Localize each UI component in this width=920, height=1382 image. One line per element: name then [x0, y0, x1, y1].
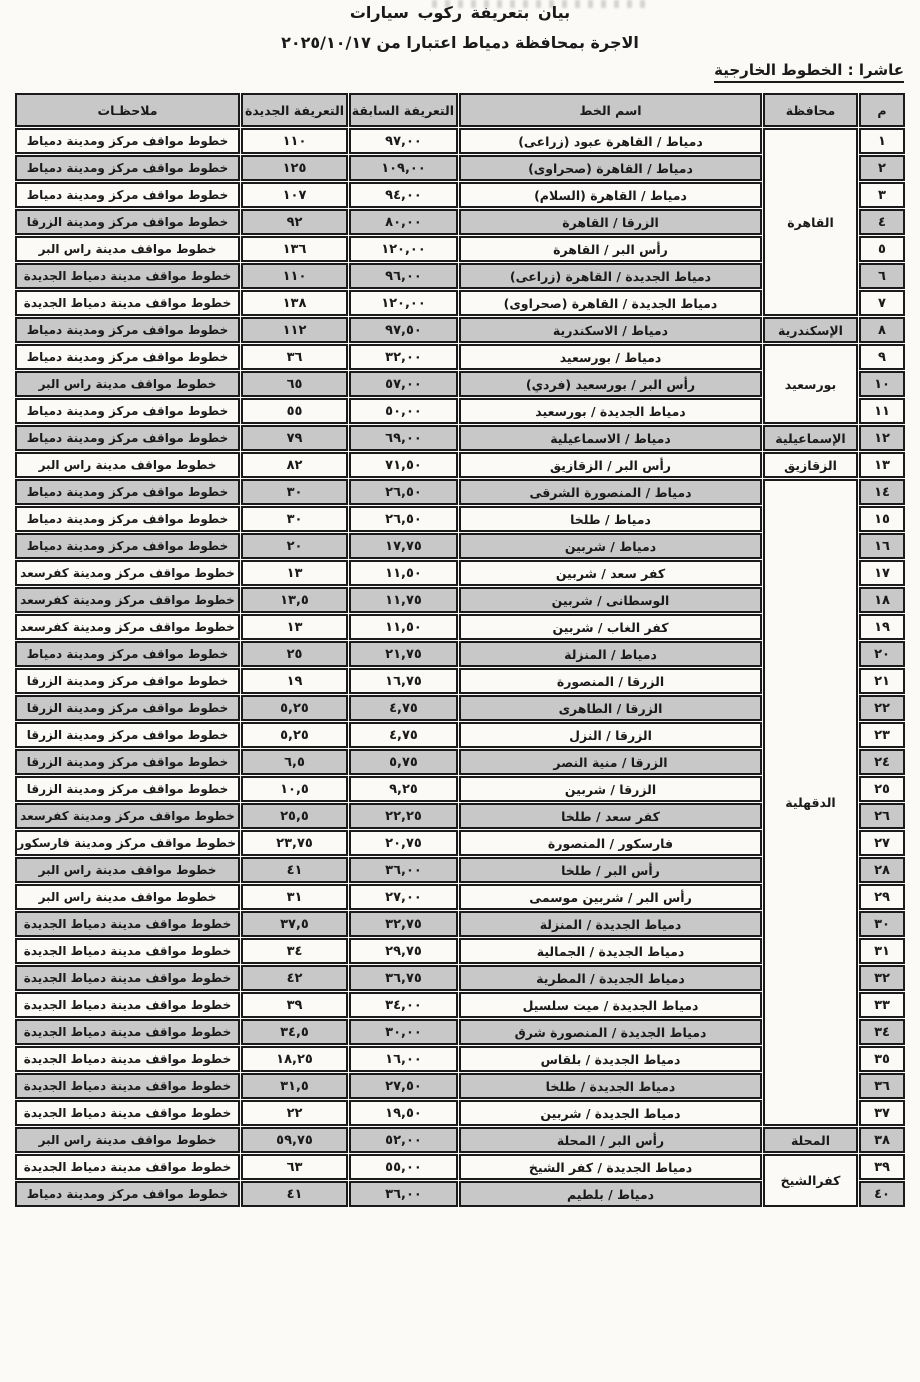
previous-tariff-cell: ٣٠,٠٠ — [349, 1019, 458, 1045]
new-tariff-cell: ٦,٥ — [241, 749, 348, 775]
notes-cell: خطوط مواقف مدينة دمياط الجديدة — [15, 263, 240, 289]
notes-cell: خطوط مواقف مركز ومدينة دمياط — [15, 155, 240, 181]
previous-tariff-cell: ١٦,٧٥ — [349, 668, 458, 694]
new-tariff-cell: ٣٠ — [241, 479, 348, 505]
row-number-cell: ٢٠ — [859, 641, 905, 667]
notes-cell: خطوط مواقف مدينة دمياط الجديدة — [15, 992, 240, 1018]
previous-tariff-cell: ٢٦,٥٠ — [349, 479, 458, 505]
row-number-cell: ٢٢ — [859, 695, 905, 721]
notes-cell: خطوط مواقف مدينة دمياط الجديدة — [15, 1019, 240, 1045]
previous-tariff-cell: ١٦,٠٠ — [349, 1046, 458, 1072]
notes-cell: خطوط مواقف مركز ومدينة دمياط — [15, 533, 240, 559]
new-tariff-cell: ٣٩ — [241, 992, 348, 1018]
new-tariff-cell: ١٣ — [241, 614, 348, 640]
row-number-cell: ٢١ — [859, 668, 905, 694]
new-tariff-cell: ٤٢ — [241, 965, 348, 991]
line-name-cell: دمياط الجديدة / القاهرة (صحراوى) — [459, 290, 762, 316]
line-name-cell: دمياط الجديدة / بورسعيد — [459, 398, 762, 424]
row-number-cell: ٣٤ — [859, 1019, 905, 1045]
line-name-cell: فارسكور / المنصورة — [459, 830, 762, 856]
previous-tariff-cell: ١١,٥٠ — [349, 614, 458, 640]
new-tariff-cell: ٢٠ — [241, 533, 348, 559]
row-number-cell: ٦ — [859, 263, 905, 289]
previous-tariff-cell: ٩٦,٠٠ — [349, 263, 458, 289]
table-row — [15, 1127, 905, 1153]
row-number-cell: ١ — [859, 128, 905, 154]
notes-cell: خطوط مواقف مركز ومدينة الزرقا — [15, 695, 240, 721]
row-number-cell: ٣٠ — [859, 911, 905, 937]
row-number-cell: ٣٦ — [859, 1073, 905, 1099]
new-tariff-cell: ١٢٥ — [241, 155, 348, 181]
notes-cell: خطوط مواقف مدينة راس البر — [15, 236, 240, 262]
notes-cell: خطوط مواقف مركز ومدينة دمياط — [15, 317, 240, 343]
new-tariff-cell: ٦٣ — [241, 1154, 348, 1180]
row-number-cell: ٧ — [859, 290, 905, 316]
table-row — [15, 425, 905, 451]
previous-tariff-cell: ١١,٥٠ — [349, 560, 458, 586]
notes-cell: خطوط مواقف مدينة دمياط الجديدة — [15, 1073, 240, 1099]
line-name-cell: دمياط / المنصورة الشرقى — [459, 479, 762, 505]
previous-tariff-cell: ٦٩,٠٠ — [349, 425, 458, 451]
new-tariff-cell: ٧٩ — [241, 425, 348, 451]
line-name-cell: رأس البر / طلخا — [459, 857, 762, 883]
previous-tariff-cell: ٨٠,٠٠ — [349, 209, 458, 235]
row-number-cell: ٣٨ — [859, 1127, 905, 1153]
notes-cell: خطوط مواقف مركز ومدينة دمياط — [15, 344, 240, 370]
section-heading: عاشرا : الخطوط الخارجية — [714, 61, 904, 83]
previous-tariff-cell: ٢٩,٧٥ — [349, 938, 458, 964]
table-row — [15, 128, 905, 154]
notes-cell: خطوط مواقف مركز ومدينة الزرقا — [15, 749, 240, 775]
previous-tariff-cell: ٢٠,٧٥ — [349, 830, 458, 856]
previous-tariff-cell: ٢١,٧٥ — [349, 641, 458, 667]
row-number-cell: ٣٢ — [859, 965, 905, 991]
row-number-cell: ٣٩ — [859, 1154, 905, 1180]
line-name-cell: دمياط الجديدة / بلقاس — [459, 1046, 762, 1072]
notes-cell: خطوط مواقف مركز ومدينة فارسكور — [15, 830, 240, 856]
notes-cell: خطوط مواقف مدينة راس البر — [15, 1127, 240, 1153]
governorate-cell: الإسماعيلية — [763, 425, 858, 451]
line-name-cell: دمياط / القاهرة (صحراوى) — [459, 155, 762, 181]
previous-tariff-cell: ٩,٢٥ — [349, 776, 458, 802]
row-number-cell: ٣٣ — [859, 992, 905, 1018]
notes-cell: خطوط مواقف مركز ومدينة دمياط — [15, 398, 240, 424]
row-number-cell: ٤ — [859, 209, 905, 235]
new-tariff-cell: ٣٤,٥ — [241, 1019, 348, 1045]
line-name-cell: دمياط / الاسماعيلية — [459, 425, 762, 451]
new-tariff-cell: ٢٣,٧٥ — [241, 830, 348, 856]
line-name-cell: الزرقا / شربين — [459, 776, 762, 802]
previous-tariff-cell: ١٢٠,٠٠ — [349, 290, 458, 316]
row-number-cell: ٢٥ — [859, 776, 905, 802]
row-number-cell: ٣٧ — [859, 1100, 905, 1126]
table-row — [15, 479, 905, 505]
new-tariff-cell: ٣٠ — [241, 506, 348, 532]
new-tariff-cell: ٥٩,٧٥ — [241, 1127, 348, 1153]
new-tariff-cell: ١٠٧ — [241, 182, 348, 208]
row-number-cell: ٩ — [859, 344, 905, 370]
previous-tariff-cell: ٥٧,٠٠ — [349, 371, 458, 397]
new-tariff-cell: ٥,٢٥ — [241, 722, 348, 748]
new-tariff-cell: ٣١ — [241, 884, 348, 910]
previous-tariff-cell: ١٩,٥٠ — [349, 1100, 458, 1126]
line-name-cell: دمياط الجديدة / المنصورة شرق — [459, 1019, 762, 1045]
line-name-cell: دمياط / بورسعيد — [459, 344, 762, 370]
new-tariff-cell: ٥٥ — [241, 398, 348, 424]
new-tariff-cell: ٤١ — [241, 857, 348, 883]
notes-cell: خطوط مواقف مركز ومدينة دمياط — [15, 128, 240, 154]
header-new-tariff: التعريفة الجديدة — [241, 93, 348, 127]
governorate-cell: الإسكندرية — [763, 317, 858, 343]
row-number-cell: ٣ — [859, 182, 905, 208]
line-name-cell: دمياط / طلخا — [459, 506, 762, 532]
new-tariff-cell: ٤١ — [241, 1181, 348, 1207]
line-name-cell: رأس البر / المحلة — [459, 1127, 762, 1153]
table-row — [15, 317, 905, 343]
row-number-cell: ١٨ — [859, 587, 905, 613]
row-number-cell: ٨ — [859, 317, 905, 343]
new-tariff-cell: ١٣٦ — [241, 236, 348, 262]
table-header-row — [15, 93, 905, 127]
previous-tariff-cell: ٤,٧٥ — [349, 722, 458, 748]
row-number-cell: ١٤ — [859, 479, 905, 505]
previous-tariff-cell: ٩٤,٠٠ — [349, 182, 458, 208]
row-number-cell: ١٢ — [859, 425, 905, 451]
line-name-cell: كفر الغاب / شربين — [459, 614, 762, 640]
new-tariff-cell: ١٣,٥ — [241, 587, 348, 613]
notes-cell: خطوط مواقف مدينة راس البر — [15, 371, 240, 397]
line-name-cell: دمياط الجديدة / شربين — [459, 1100, 762, 1126]
header-governorate: محافظة — [763, 93, 858, 127]
previous-tariff-cell: ٣٤,٠٠ — [349, 992, 458, 1018]
row-number-cell: ٥ — [859, 236, 905, 262]
fare-table — [14, 92, 906, 1208]
new-tariff-cell: ٢٥,٥ — [241, 803, 348, 829]
previous-tariff-cell: ٢٧,٠٠ — [349, 884, 458, 910]
line-name-cell: رأس البر / الزقازيق — [459, 452, 762, 478]
line-name-cell: دمياط الجديدة / الجمالية — [459, 938, 762, 964]
notes-cell: خطوط مواقف مدينة دمياط الجديدة — [15, 938, 240, 964]
notes-cell: خطوط مواقف مدينة دمياط الجديدة — [15, 290, 240, 316]
previous-tariff-cell: ٤,٧٥ — [349, 695, 458, 721]
line-name-cell: الزرقا / منية النصر — [459, 749, 762, 775]
previous-tariff-cell: ٧١,٥٠ — [349, 452, 458, 478]
previous-tariff-cell: ١١,٧٥ — [349, 587, 458, 613]
row-number-cell: ٤٠ — [859, 1181, 905, 1207]
row-number-cell: ٣١ — [859, 938, 905, 964]
row-number-cell: ٢٣ — [859, 722, 905, 748]
new-tariff-cell: ١٩ — [241, 668, 348, 694]
previous-tariff-cell: ٣٦,٧٥ — [349, 965, 458, 991]
notes-cell: خطوط مواقف مركز ومدينة دمياط — [15, 1181, 240, 1207]
line-name-cell: دمياط / المنزلة — [459, 641, 762, 667]
table-row — [15, 344, 905, 370]
notes-cell: خطوط مواقف مدينة دمياط الجديدة — [15, 965, 240, 991]
row-number-cell: ١٦ — [859, 533, 905, 559]
new-tariff-cell: ٣١,٥ — [241, 1073, 348, 1099]
line-name-cell: الزرقا / الطاهرى — [459, 695, 762, 721]
new-tariff-cell: ١٣٨ — [241, 290, 348, 316]
line-name-cell: دمياط الجديدة / طلخا — [459, 1073, 762, 1099]
notes-cell: خطوط مواقف مركز ومدينة كفرسعد — [15, 803, 240, 829]
row-number-cell: ١٩ — [859, 614, 905, 640]
previous-tariff-cell: ٣٦,٠٠ — [349, 1181, 458, 1207]
governorate-cell: بورسعيد — [763, 344, 858, 424]
previous-tariff-cell: ٣٢,٠٠ — [349, 344, 458, 370]
notes-cell: خطوط مواقف مدينة دمياط الجديدة — [15, 1100, 240, 1126]
row-number-cell: ١٣ — [859, 452, 905, 478]
line-name-cell: دمياط / الاسكندرية — [459, 317, 762, 343]
new-tariff-cell: ٣٦ — [241, 344, 348, 370]
new-tariff-cell: ١٨,٢٥ — [241, 1046, 348, 1072]
line-name-cell: الزرقا / النزل — [459, 722, 762, 748]
table-row — [15, 452, 905, 478]
previous-tariff-cell: ٥,٧٥ — [349, 749, 458, 775]
previous-tariff-cell: ٩٧,٥٠ — [349, 317, 458, 343]
governorate-cell: القاهرة — [763, 128, 858, 316]
notes-cell: خطوط مواقف مركز ومدينة كفرسعد — [15, 560, 240, 586]
line-name-cell: دمياط / القاهرة عبود (زراعى) — [459, 128, 762, 154]
notes-cell: خطوط مواقف مركز ومدينة كفرسعد — [15, 587, 240, 613]
notes-cell: خطوط مواقف مركز ومدينة دمياط — [15, 641, 240, 667]
line-name-cell: دمياط الجديدة / القاهرة (زراعى) — [459, 263, 762, 289]
row-number-cell: ١١ — [859, 398, 905, 424]
notes-cell: خطوط مواقف مركز ومدينة كفرسعد — [15, 614, 240, 640]
notes-cell: خطوط مواقف مركز ومدينة دمياط — [15, 479, 240, 505]
new-tariff-cell: ٣٤ — [241, 938, 348, 964]
line-name-cell: كفر سعد / طلخا — [459, 803, 762, 829]
previous-tariff-cell: ٣٦,٠٠ — [349, 857, 458, 883]
previous-tariff-cell: ٣٢,٧٥ — [349, 911, 458, 937]
new-tariff-cell: ٩٢ — [241, 209, 348, 235]
new-tariff-cell: ١١٠ — [241, 263, 348, 289]
previous-tariff-cell: ٥٠,٠٠ — [349, 398, 458, 424]
table-row — [15, 1154, 905, 1180]
notes-cell: خطوط مواقف مدينة دمياط الجديدة — [15, 911, 240, 937]
line-name-cell: الزرقا / المنصورة — [459, 668, 762, 694]
line-name-cell: رأس البر / شربين موسمى — [459, 884, 762, 910]
header-notes: ملاحظـات — [15, 93, 240, 127]
doc-subtitle: الاجرة بمحافظة دمياط اعتبارا من ٢٠٢٥/١٠/١٧ — [281, 33, 639, 52]
row-number-cell: ٢٦ — [859, 803, 905, 829]
line-name-cell: رأس البر / بورسعيد (فردي) — [459, 371, 762, 397]
new-tariff-cell: ٢٥ — [241, 641, 348, 667]
new-tariff-cell: ٥,٢٥ — [241, 695, 348, 721]
header-line-name: اسم الخط — [459, 93, 762, 127]
row-number-cell: ٢٩ — [859, 884, 905, 910]
notes-cell: خطوط مواقف مركز ومدينة الزرقا — [15, 668, 240, 694]
new-tariff-cell: ٣٧,٥ — [241, 911, 348, 937]
line-name-cell: دمياط / القاهرة (السلام) — [459, 182, 762, 208]
previous-tariff-cell: ٥٢,٠٠ — [349, 1127, 458, 1153]
governorate-cell: كفرالشيخ — [763, 1154, 858, 1207]
previous-tariff-cell: ٢٦,٥٠ — [349, 506, 458, 532]
row-number-cell: ١٥ — [859, 506, 905, 532]
line-name-cell: دمياط الجديدة / كفر الشيخ — [459, 1154, 762, 1180]
notes-cell: خطوط مواقف مدينة راس البر — [15, 884, 240, 910]
row-number-cell: ٢٨ — [859, 857, 905, 883]
new-tariff-cell: ٨٢ — [241, 452, 348, 478]
previous-tariff-cell: ٢٢,٢٥ — [349, 803, 458, 829]
line-name-cell: كفر سعد / شربين — [459, 560, 762, 586]
line-name-cell: دمياط الجديدة / المنزلة — [459, 911, 762, 937]
line-name-cell: الوسطانى / شربين — [459, 587, 762, 613]
header-row-number: م — [859, 93, 905, 127]
new-tariff-cell: ٦٥ — [241, 371, 348, 397]
doc-title: بيان بتعريفة ركوب سيارات — [349, 3, 571, 22]
notes-cell: خطوط مواقف مدينة راس البر — [15, 857, 240, 883]
row-number-cell: ٢٤ — [859, 749, 905, 775]
new-tariff-cell: ١١٢ — [241, 317, 348, 343]
notes-cell: خطوط مواقف مدينة دمياط الجديدة — [15, 1046, 240, 1072]
new-tariff-cell: ١٣ — [241, 560, 348, 586]
notes-cell: خطوط مواقف مركز ومدينة دمياط — [15, 182, 240, 208]
notes-cell: خطوط مواقف مركز ومدينة الزرقا — [15, 776, 240, 802]
notes-cell: خطوط مواقف مدينة دمياط الجديدة — [15, 1154, 240, 1180]
governorate-cell: الدقهلية — [763, 479, 858, 1126]
line-name-cell: رأس البر / القاهرة — [459, 236, 762, 262]
new-tariff-cell: ١٠,٥ — [241, 776, 348, 802]
previous-tariff-cell: ٩٧,٠٠ — [349, 128, 458, 154]
previous-tariff-cell: ٥٥,٠٠ — [349, 1154, 458, 1180]
row-number-cell: ١٠ — [859, 371, 905, 397]
new-tariff-cell: ١١٠ — [241, 128, 348, 154]
line-name-cell: دمياط / بلطيم — [459, 1181, 762, 1207]
notes-cell: خطوط مواقف مركز ومدينة الزرقا — [15, 209, 240, 235]
previous-tariff-cell: ١٠٩,٠٠ — [349, 155, 458, 181]
governorate-cell: الزقازيق — [763, 452, 858, 478]
line-name-cell: دمياط الجديدة / ميت سلسيل — [459, 992, 762, 1018]
line-name-cell: الزرقا / القاهرة — [459, 209, 762, 235]
new-tariff-cell: ٢٢ — [241, 1100, 348, 1126]
governorate-cell: المحلة — [763, 1127, 858, 1153]
notes-cell: خطوط مواقف مدينة راس البر — [15, 452, 240, 478]
previous-tariff-cell: ١٧,٧٥ — [349, 533, 458, 559]
notes-cell: خطوط مواقف مركز ومدينة دمياط — [15, 425, 240, 451]
line-name-cell: دمياط / شربين — [459, 533, 762, 559]
row-number-cell: ٢ — [859, 155, 905, 181]
row-number-cell: ٣٥ — [859, 1046, 905, 1072]
row-number-cell: ١٧ — [859, 560, 905, 586]
row-number-cell: ٢٧ — [859, 830, 905, 856]
line-name-cell: دمياط الجديدة / المطرية — [459, 965, 762, 991]
previous-tariff-cell: ١٢٠,٠٠ — [349, 236, 458, 262]
header-previous-tariff: التعريفة السابقة — [349, 93, 458, 127]
notes-cell: خطوط مواقف مركز ومدينة دمياط — [15, 506, 240, 532]
notes-cell: خطوط مواقف مركز ومدينة الزرقا — [15, 722, 240, 748]
previous-tariff-cell: ٢٧,٥٠ — [349, 1073, 458, 1099]
